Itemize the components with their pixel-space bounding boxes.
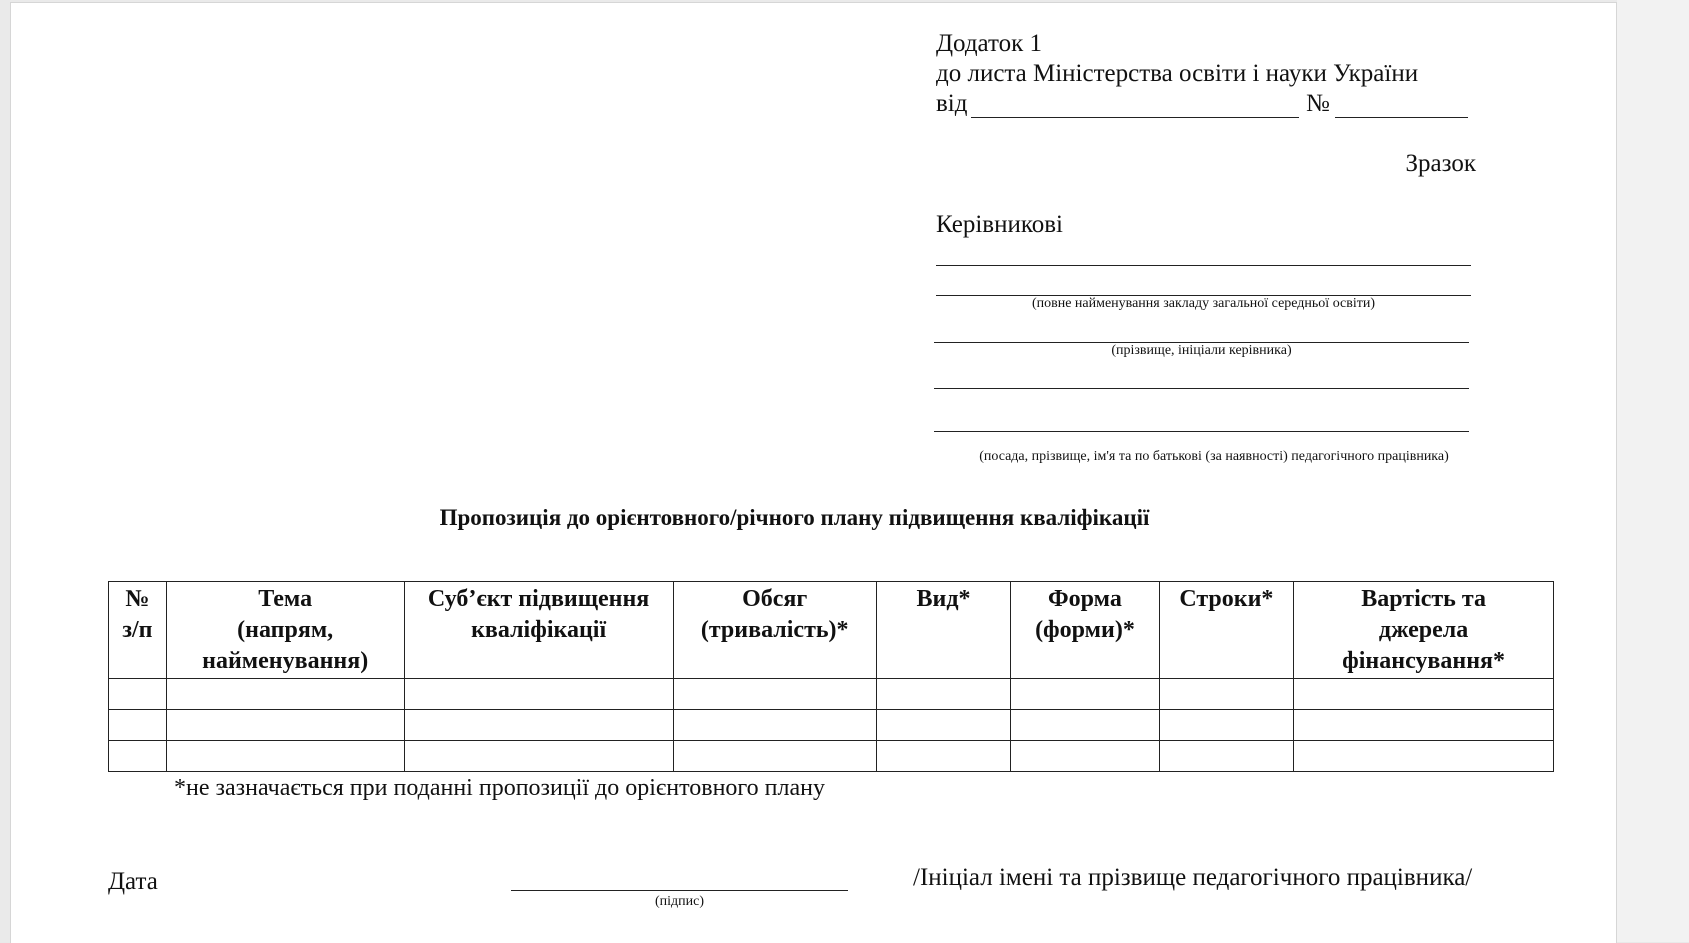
teacher-line-2 bbox=[934, 431, 1469, 432]
table-body bbox=[109, 679, 1554, 772]
teacher-caption: (посада, прізвище, ім'я та по батькові (за наявності) педагогічного працівника) bbox=[979, 449, 1449, 464]
col-volume: Обсяг (тривалість)* bbox=[673, 582, 876, 679]
table-footnote: *не зазначається при поданні пропозиції до орієнтовного плану bbox=[174, 775, 825, 801]
col-cost: Вартість та джерела фінансування* bbox=[1294, 582, 1554, 679]
document-page bbox=[10, 2, 1617, 943]
col-form: Форма (форми)* bbox=[1011, 582, 1159, 679]
sample-label: Зразок bbox=[1405, 150, 1476, 177]
document-title: Пропозиція до орієнтовного/річного плану підвищення кваліфікації bbox=[439, 505, 1150, 530]
school-name-line-1 bbox=[936, 265, 1471, 266]
number-blank-line bbox=[1335, 117, 1468, 118]
col-topic: Тема (напрям, найменування) bbox=[166, 582, 404, 679]
number-prefix: № bbox=[1306, 90, 1330, 117]
table-header-row bbox=[109, 582, 1554, 679]
head-caption: (прізвище, ініціали керівника) bbox=[1111, 343, 1292, 358]
viewer-side-panel bbox=[1617, 0, 1689, 942]
signature-caption: (підпис) bbox=[654, 894, 705, 909]
date-blank-line bbox=[971, 117, 1299, 118]
appendix-label: Додаток 1 bbox=[936, 30, 1042, 57]
date-label: Дата bbox=[108, 868, 158, 895]
col-number: № з/п bbox=[109, 582, 167, 679]
table-row bbox=[109, 710, 1554, 741]
teacher-name-label: /Ініціал імені та прізвище педагогічного працівника/ bbox=[913, 864, 1473, 891]
col-terms: Строки* bbox=[1159, 582, 1294, 679]
qualification-plan-table bbox=[108, 581, 1554, 772]
letter-reference: до листа Міністерства освіти і науки України bbox=[936, 60, 1419, 87]
from-prefix: від bbox=[936, 90, 968, 117]
teacher-line-1 bbox=[934, 388, 1469, 389]
table-row bbox=[109, 679, 1554, 710]
signature-line bbox=[511, 890, 848, 891]
addressee-greeting: Керівникові bbox=[936, 211, 1063, 238]
col-subject: Суб’єкт підвищення кваліфікації bbox=[404, 582, 673, 679]
col-type: Вид* bbox=[876, 582, 1011, 679]
table-row bbox=[109, 741, 1554, 772]
school-caption: (повне найменування закладу загальної середньої освіти) bbox=[1031, 296, 1376, 311]
